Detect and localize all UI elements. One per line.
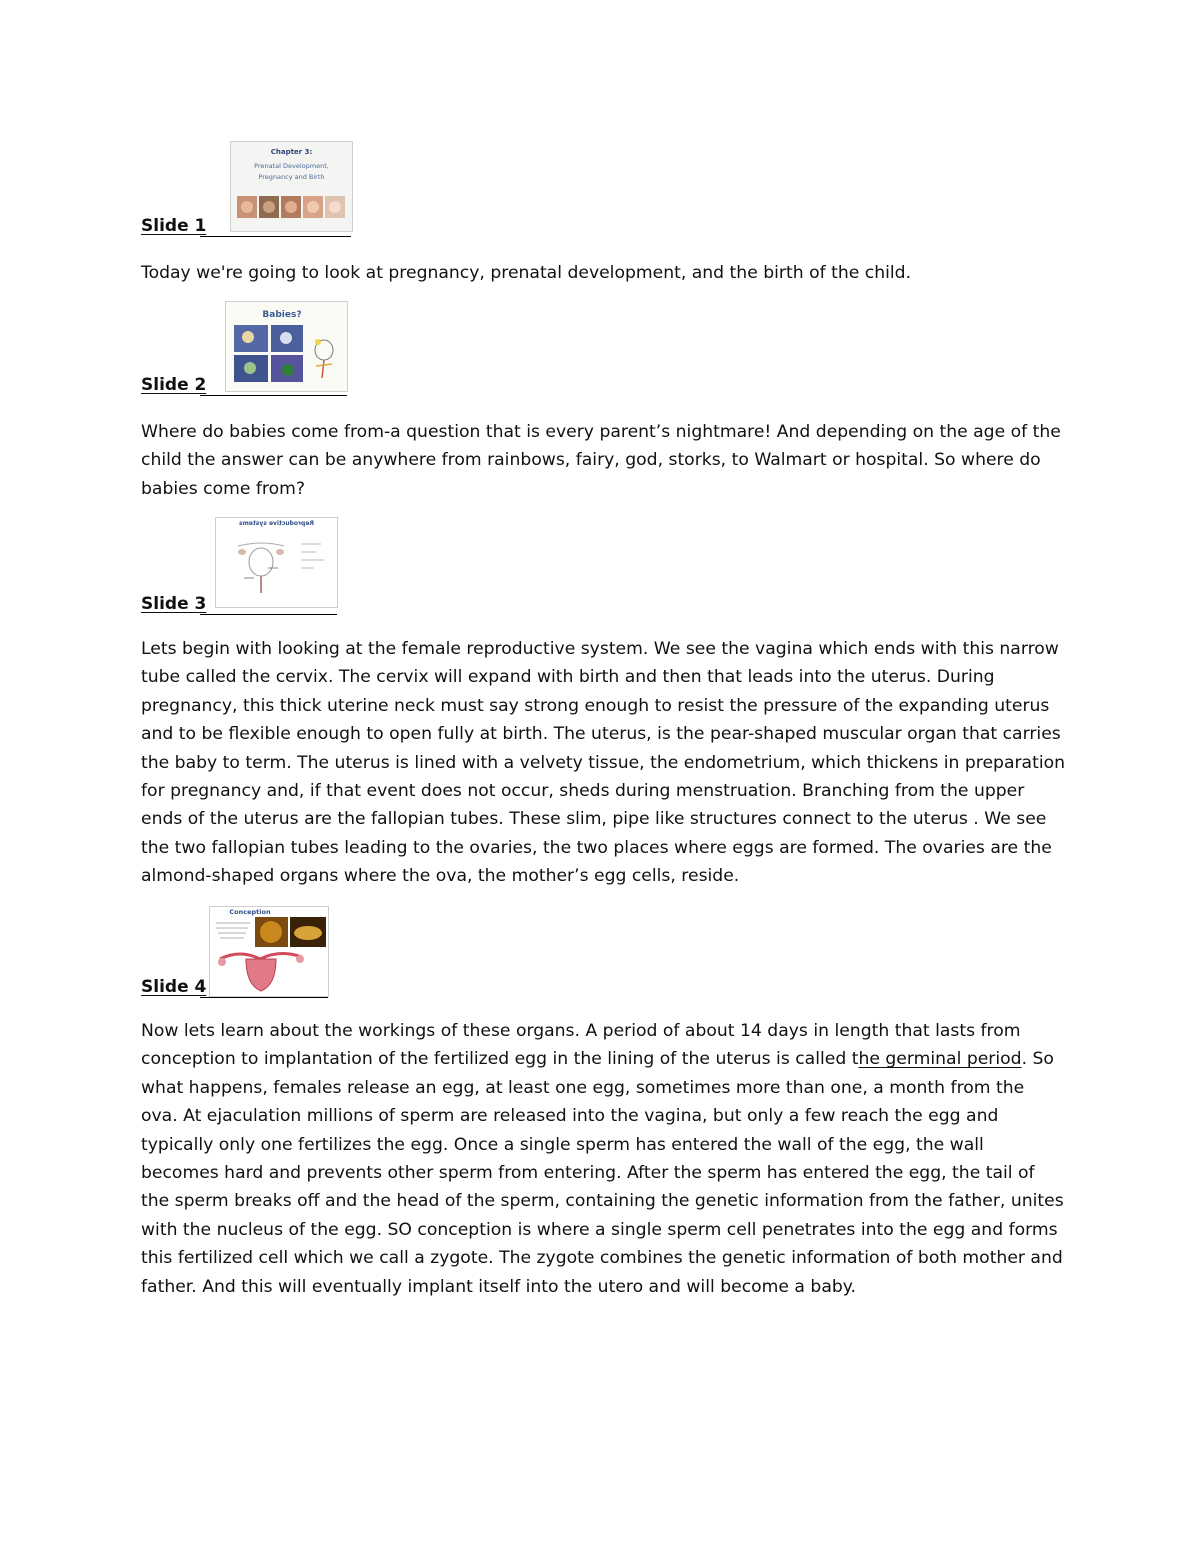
reproductive-diagram — [216, 518, 337, 607]
slide-4-thumbnail — [209, 906, 329, 997]
baby-photos-strip — [231, 194, 352, 224]
slide-4-paragraph — [141, 1017, 1066, 1301]
slide-4-paragraph-start: Now lets learn about the workings of these organs. A period of about 14 days in length that lasts from conception to implantation of the fertilized egg in the lining of the uterus is called t — [141, 1021, 1021, 1070]
cartoon-panels — [226, 302, 347, 391]
slide-1-title-line-2: Prenatal Development, — [254, 162, 329, 170]
slide-4-paragraph-end: . So what happens, females release an egg, at least one egg, sometimes more than one, a month from the ova. At ejaculation millions of sperm are released into the vagina, but only a few reach the egg and typically only one fertilizes the egg. Once a single sperm has entered the wall of the egg, the wall becomes hard and prevents other sperm from entering. After the sperm has entered the egg, the tail of the sperm breaks off and the head of the sperm, containing the genetic information from the father, unites with the nucleus of the egg. SO conception is where a single sperm cell penetrates into the egg and forms this fertilized cell which we call a zygote. The zygote combines the genetic information of both mother and father. And this will eventually implant itself into the utero and will become a baby. — [141, 1049, 1064, 1297]
slide-2-thumbnail — [225, 301, 348, 392]
slide-1-label: Slide 1 — [141, 216, 207, 236]
slide-4-title: Conception — [229, 908, 271, 916]
slide-4-label: Slide 4 — [141, 977, 207, 997]
slide-2-label: Slide 2 — [141, 375, 207, 395]
slide-3-underline — [200, 614, 337, 615]
slide-2-underline — [200, 395, 347, 396]
slide-1-title-line-3: Pregnancy and Birth — [258, 173, 325, 181]
slide-1-title-line-1: Chapter 3: — [270, 148, 313, 156]
slide-2-paragraph: Where do babies come from-a question that is every parent’s nightmare! And depending on the age of the child the answer can be anywhere from rainbows, fairy, god, storks, to Walmart or hospital. So where do babies come from? — [141, 422, 1061, 499]
slide-1-underline — [200, 236, 351, 237]
slide-3-label: Slide 3 — [141, 594, 207, 614]
slide-3-title: Reproductive systems — [239, 520, 314, 527]
slide-3-paragraph: Lets begin with looking at the female reproductive system. We see the vagina which ends with this narrow tube called the cervix. The cervix will expand with birth and then that leads into the uterus. During pregnancy, this thick uterine neck must say strong enough to resist the pressure of the expanding uterus and to be flexible enough to open fully at birth. The uterus, is the pear-shaped muscular organ that carries the baby to term. The uterus is lined with a velvety tissue, the endometrium, which thickens in preparation for pregnancy and, if that event does not occur, sheds during menstruation. Branching from the upper ends of the uterus are the fallopian tubes. These slim, pipe like structures connect to the uterus . We see the two fallopian tubes leading to the ovaries, the two places where eggs are formed. The ovaries are the almond-shaped organs where the ova, the mother’s egg cells, reside. — [141, 639, 1066, 887]
slide-1-paragraph: Today we're going to look at pregnancy, prenatal development, and the birth of the child. — [141, 263, 912, 283]
slide-4-underline — [200, 997, 328, 998]
germinal-period-term: he germinal period — [858, 1049, 1022, 1070]
slide-1-thumbnail — [230, 141, 353, 232]
conception-illustration — [210, 907, 328, 996]
slide-2-title: Babies? — [262, 310, 302, 320]
slide-3-thumbnail — [215, 517, 338, 608]
